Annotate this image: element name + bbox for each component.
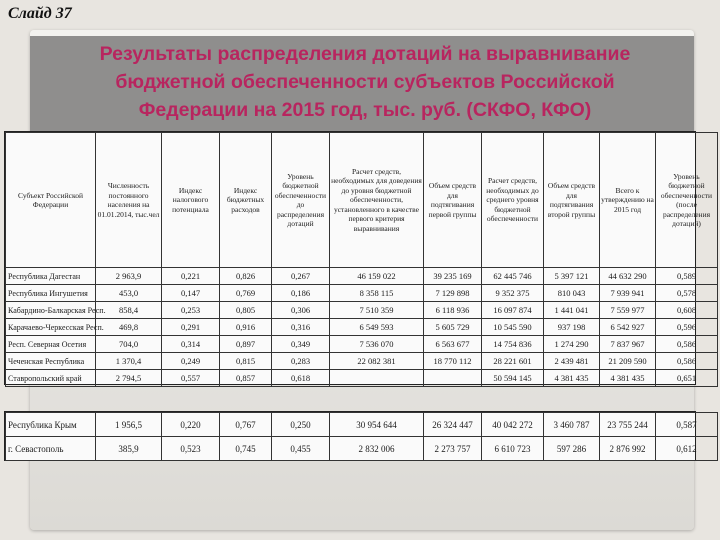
- value-cell: 0,586: [656, 353, 718, 370]
- value-cell: 0,745: [220, 437, 272, 461]
- value-cell: 39 235 169: [424, 268, 482, 285]
- value-cell: 9 352 375: [482, 285, 544, 302]
- table-row: [6, 413, 718, 437]
- value-cell: 2 832 006: [330, 437, 424, 461]
- value-cell: 0,815: [220, 353, 272, 370]
- value-cell: 7 510 359: [330, 302, 424, 319]
- value-cell: 0,186: [272, 285, 330, 302]
- column-header: Объем средств для подтягивания первой группы: [424, 133, 482, 268]
- value-cell: 8 358 115: [330, 285, 424, 302]
- value-cell: 0,596: [656, 319, 718, 336]
- value-cell: 50 594 145: [482, 370, 544, 387]
- value-cell: 0,455: [272, 437, 330, 461]
- value-cell: 40 042 272: [482, 413, 544, 437]
- value-cell: 2 794,5: [96, 370, 162, 387]
- value-cell: 0,253: [162, 302, 220, 319]
- table-header-row: [6, 133, 718, 268]
- value-cell: 0,147: [162, 285, 220, 302]
- value-cell: 0,220: [162, 413, 220, 437]
- value-cell: 0,767: [220, 413, 272, 437]
- value-cell: [424, 370, 482, 387]
- value-cell: 44 632 290: [600, 268, 656, 285]
- value-cell: 30 954 644: [330, 413, 424, 437]
- value-cell: 0,314: [162, 336, 220, 353]
- value-cell: 0,897: [220, 336, 272, 353]
- value-cell: 7 939 941: [600, 285, 656, 302]
- value-cell: 2 439 481: [544, 353, 600, 370]
- value-cell: 1 274 290: [544, 336, 600, 353]
- value-cell: 0,618: [272, 370, 330, 387]
- table-row: [6, 437, 718, 461]
- value-cell: 21 209 590: [600, 353, 656, 370]
- crimea-table: [5, 412, 718, 461]
- column-header: Расчет средств, необходимых для доведения до уровня бюджетной обеспеченности, установленного в качестве первого критерия выравнивания: [330, 133, 424, 268]
- value-cell: 0,523: [162, 437, 220, 461]
- value-cell: 0,349: [272, 336, 330, 353]
- value-cell: 46 159 022: [330, 268, 424, 285]
- value-cell: 0,291: [162, 319, 220, 336]
- value-cell: 1 441 041: [544, 302, 600, 319]
- column-header: Расчет средств, необходимых до среднего уровня бюджетной обеспеченности: [482, 133, 544, 268]
- column-header: Субъект Российской Федерации: [6, 133, 96, 268]
- value-cell: 6 118 936: [424, 302, 482, 319]
- value-cell: 7 559 977: [600, 302, 656, 319]
- region-name-cell: Карачаево-Черкесская Респ.: [6, 319, 96, 336]
- value-cell: 14 754 836: [482, 336, 544, 353]
- value-cell: 5 605 729: [424, 319, 482, 336]
- value-cell: 26 324 447: [424, 413, 482, 437]
- value-cell: 0,249: [162, 353, 220, 370]
- value-cell: 597 286: [544, 437, 600, 461]
- value-cell: 469,8: [96, 319, 162, 336]
- value-cell: 4 381 435: [600, 370, 656, 387]
- value-cell: 7 837 967: [600, 336, 656, 353]
- region-name-cell: Республика Дагестан: [6, 268, 96, 285]
- column-header: Уровень бюджетной обеспеченности (после распределения дотаций): [656, 133, 718, 268]
- value-cell: 0,267: [272, 268, 330, 285]
- value-cell: 0,250: [272, 413, 330, 437]
- region-name-cell: Кабардино-Балкарская Респ.: [6, 302, 96, 319]
- value-cell: 1 370,4: [96, 353, 162, 370]
- region-name-cell: Чеченская Республика: [6, 353, 96, 370]
- value-cell: 4 381 435: [544, 370, 600, 387]
- region-name-cell: Республика Крым: [6, 413, 96, 437]
- value-cell: 810 043: [544, 285, 600, 302]
- table-row: [6, 353, 718, 370]
- table-row: [6, 370, 718, 387]
- region-name-cell: Республика Ингушетия: [6, 285, 96, 302]
- value-cell: 6 610 723: [482, 437, 544, 461]
- value-cell: 22 082 381: [330, 353, 424, 370]
- value-cell: 0,578: [656, 285, 718, 302]
- value-cell: 0,612: [656, 437, 718, 461]
- value-cell: 0,306: [272, 302, 330, 319]
- column-header: Уровень бюджетной обеспеченности до распределения дотаций: [272, 133, 330, 268]
- value-cell: 2 273 757: [424, 437, 482, 461]
- value-cell: 0,557: [162, 370, 220, 387]
- value-cell: 6 563 677: [424, 336, 482, 353]
- subsidies-table: [5, 132, 718, 387]
- value-cell: 0,769: [220, 285, 272, 302]
- value-cell: 0,857: [220, 370, 272, 387]
- value-cell: 0,916: [220, 319, 272, 336]
- value-cell: 16 097 874: [482, 302, 544, 319]
- value-cell: 6 549 593: [330, 319, 424, 336]
- value-cell: 0,651: [656, 370, 718, 387]
- table-row: [6, 319, 718, 336]
- value-cell: 704,0: [96, 336, 162, 353]
- value-cell: 0,586: [656, 336, 718, 353]
- column-header: Индекс налогового потенциала: [162, 133, 220, 268]
- slide-title: Результаты распределения дотаций на выравнивание бюджетной обеспеченности субъектов Российской Федерации на 2015 год, тыс. руб. (СКФО, КФО): [99, 43, 631, 121]
- value-cell: 5 397 121: [544, 268, 600, 285]
- value-cell: 0,805: [220, 302, 272, 319]
- value-cell: 7 536 070: [330, 336, 424, 353]
- value-cell: 3 460 787: [544, 413, 600, 437]
- value-cell: 10 545 590: [482, 319, 544, 336]
- value-cell: 0,608: [656, 302, 718, 319]
- value-cell: [330, 370, 424, 387]
- value-cell: 453,0: [96, 285, 162, 302]
- table-row: [6, 285, 718, 302]
- value-cell: 2 876 992: [600, 437, 656, 461]
- value-cell: 18 770 112: [424, 353, 482, 370]
- value-cell: 1 956,5: [96, 413, 162, 437]
- column-header: Объем средств для подтягивания второй группы: [544, 133, 600, 268]
- value-cell: 28 221 601: [482, 353, 544, 370]
- value-cell: 6 542 927: [600, 319, 656, 336]
- value-cell: 858,4: [96, 302, 162, 319]
- value-cell: 2 963,9: [96, 268, 162, 285]
- value-cell: 0,221: [162, 268, 220, 285]
- value-cell: 7 129 898: [424, 285, 482, 302]
- value-cell: 385,9: [96, 437, 162, 461]
- slide-number: Слайд 37: [8, 5, 72, 22]
- region-name-cell: Респ. Северная Осетия: [6, 336, 96, 353]
- bottom-table-container: [4, 411, 696, 461]
- table-row: [6, 302, 718, 319]
- table-row: [6, 336, 718, 353]
- value-cell: 0,587: [656, 413, 718, 437]
- value-cell: 62 445 746: [482, 268, 544, 285]
- column-header: Всего к утверждению на 2015 год: [600, 133, 656, 268]
- value-cell: 0,826: [220, 268, 272, 285]
- value-cell: 0,283: [272, 353, 330, 370]
- value-cell: 937 198: [544, 319, 600, 336]
- region-name-cell: Ставропольский край: [6, 370, 96, 387]
- value-cell: 0,589: [656, 268, 718, 285]
- column-header: Индекс бюджетных расходов: [220, 133, 272, 268]
- main-table-container: [4, 131, 713, 385]
- column-header: Численность постоянного населения на 01.01.2014, тыс.чел: [96, 133, 162, 268]
- value-cell: 0,316: [272, 319, 330, 336]
- region-name-cell: г. Севастополь: [6, 437, 96, 461]
- table-row: [6, 268, 718, 285]
- value-cell: 23 755 244: [600, 413, 656, 437]
